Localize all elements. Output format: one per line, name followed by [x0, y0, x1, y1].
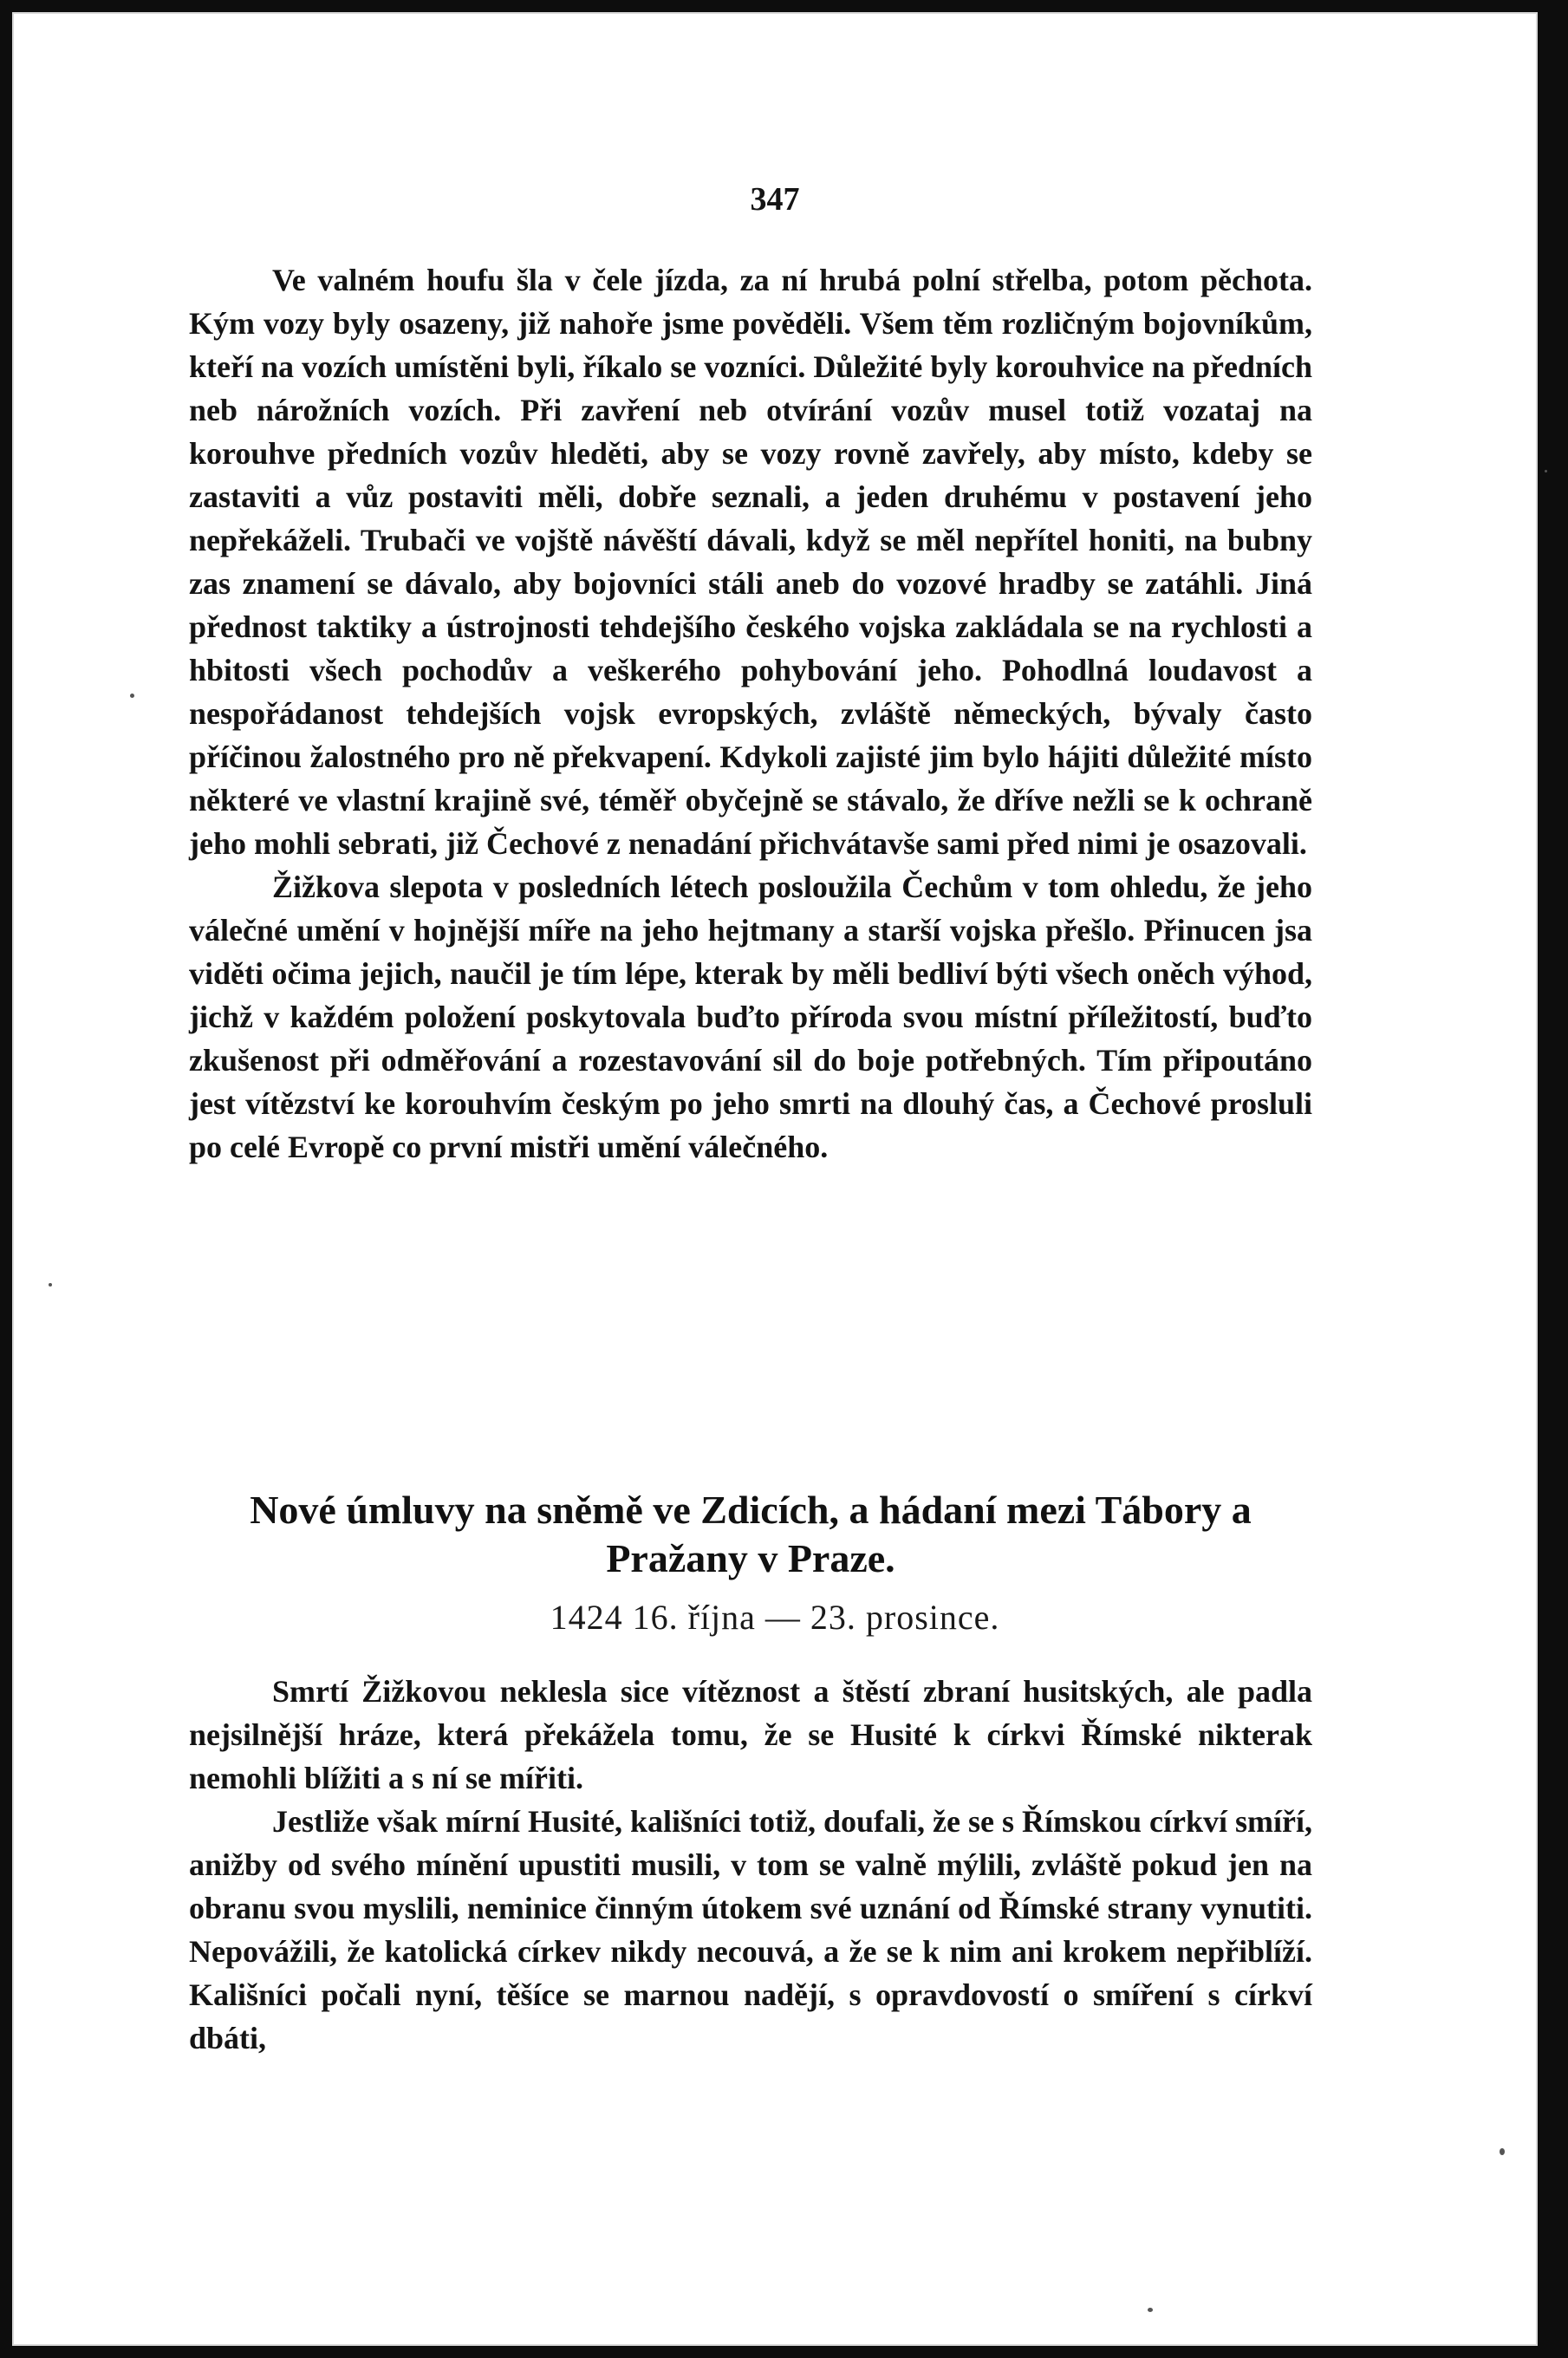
chapter-heading: Nové úmluvy na sněmě ve Zdicích, a hádaní mezi Tábory a Pražany v Praze. — [250, 1488, 1252, 1580]
page-number: 347 — [750, 181, 800, 218]
scan-speck — [49, 1283, 52, 1286]
scan-speck — [1148, 2308, 1153, 2312]
scan-speck — [1545, 470, 1547, 472]
scan-speck — [130, 694, 134, 698]
paragraph: Jestliže však mírní Husité, kališníci totiž, doufali, že se s Římskou církví smíří, anižby od svého mínění upustiti musili, v tom se valně mýlili, zvláště pokud jen na obranu svou myslili, neminice činným útokem své uznání od Římské strany vynutiti. Nepovážili, že katolická církev nikdy necouvá, a že se k nim ani krokem nepřiblíží. Kališníci počali nyní, těšíce se marnou nadějí, s opravdovostí o smíření s církví dbáti, — [189, 1804, 1312, 2055]
section-1-text — [189, 258, 1312, 1169]
paragraph: Ve valném houfu šla v čele jízda, za ní hrubá polní střelba, potom pěchota. Kým vozy byly osazeny, již nahoře jsme pověděli. Všem těm rozličným bojovníkům, kteří na vozích umístěni byli, říkalo se vozníci. Důležité byly korouhvice na předních neb nárožních vozích. Při zavření neb otvírání vozův musel totiž vozataj na korouhve předních vozův hleděti, aby se vozy rovně zavřely, aby místo, kdeby se zastaviti a vůz postaviti měli, dobře seznali, a jeden druhému v postavení jeho nepřekáželi. Trubači ve vojště návěští dávali, když se měl nepřítel honiti, na bubny zas znamení se dávalo, aby bojovníci stáli aneb do vozové hradby se zatáhli. Jiná přednost taktiky a ústrojnosti tehdejšího českého vojska zakládala se na rychlosti a hbitosti všech pochodův a veškerého pohybování jeho. Pohodlná loudavost a nespořádanost tehdejších vojsk evropských, zvláště německých, bývaly často příčinou žalostného pro ně překvapení. Kdykoli zajisté jim bylo hájiti důležité místo některé ve vlastní krajině své, téměř obyčejně se stávalo, že dříve nežli se k ochraně jeho mohli sebrati, již Čechové z nenadání přichvátavše sami před nimi je osazovali. — [189, 263, 1312, 861]
section-2-text — [189, 1670, 1312, 2060]
paragraph: Smrtí Žižkovou neklesla sice vítěznost a štěstí zbraní husitských, ale padla nejsilnější hráze, která překážela tomu, že se Husité k církvi Římské nikterak nemohli blížiti a s ní se mířiti. — [189, 1674, 1312, 1795]
chapter-dateline: 1424 16. října — 23. prosince. — [550, 1598, 1000, 1637]
book-page — [12, 12, 1538, 2346]
scan-speck — [1500, 2148, 1505, 2155]
paragraph: Žižkova slepota v posledních létech posloužila Čechům v tom ohledu, že jeho válečné umění v hojnější míře na jeho hejtmany a starší vojska přešlo. Přinucen jsa viděti očima jejich, naučil je tím lépe, kterak by měli bedliví býti všech oněch výhod, jichž v každém položení poskytovala buďto příroda svou místní příležitostí, buďto zkušenost při odměřování a rozestavování sil do boje potřebných. Tím připoutáno jest vítězství ke korouhvím českým po jeho smrti na dlouhý čas, a Čechové prosluli po celé Evropě co první mistři umění válečného. — [189, 870, 1312, 1164]
